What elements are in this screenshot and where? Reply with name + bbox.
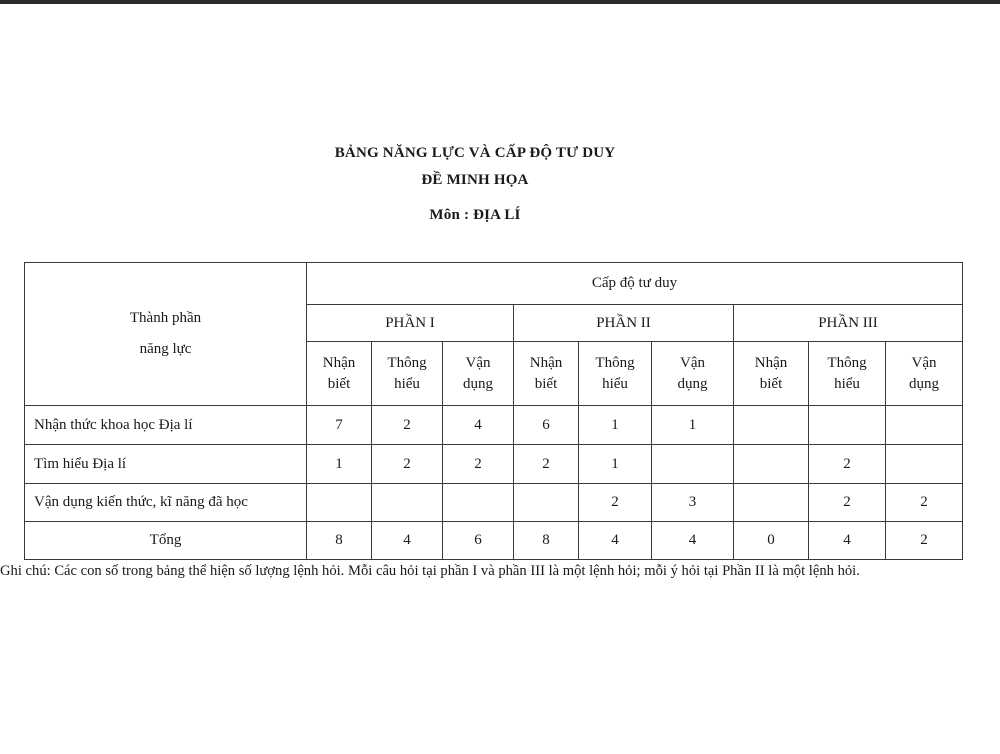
- table-cell: [372, 484, 443, 522]
- level-header: Vận dụng: [652, 342, 734, 406]
- total-cell: 8: [307, 522, 372, 560]
- level-header: Nhận biết: [514, 342, 579, 406]
- table-cell: 3: [652, 484, 734, 522]
- table-cell: [514, 484, 579, 522]
- table-cell: 2: [579, 484, 652, 522]
- document-title: BẢNG NĂNG LỰC VÀ CẤP ĐỘ TƯ DUY: [334, 145, 616, 161]
- subject-line: Môn : ĐỊA LÍ: [429, 207, 521, 223]
- table-cell: [734, 484, 809, 522]
- table-cell: [734, 445, 809, 484]
- table-cell: 1: [579, 406, 652, 445]
- level-header: Thông hiểu: [372, 342, 443, 406]
- group-header: Cấp độ tư duy: [307, 263, 963, 305]
- table-cell: [809, 406, 886, 445]
- footnote: Ghi chú: Các con số trong bảng thể hiện số lượng lệnh hỏi. Mỗi câu hỏi tại phần I và phần III là một lệnh hỏi; mỗi ý hỏi tại Phần II là một lệnh hỏi.: [0, 563, 860, 579]
- row-label: Vận dụng kiến thức, kĩ năng đã học: [25, 484, 307, 522]
- part-header-1: PHẦN I: [307, 305, 514, 342]
- table-cell: 2: [809, 484, 886, 522]
- total-cell: 0: [734, 522, 809, 560]
- level-header: Vận dụng: [443, 342, 514, 406]
- level-header: Nhận biết: [307, 342, 372, 406]
- table-row: [25, 406, 963, 445]
- total-cell: 6: [443, 522, 514, 560]
- row-label: Nhận thức khoa học Địa lí: [25, 406, 307, 445]
- part-header-2: PHẦN II: [514, 305, 734, 342]
- total-cell: 4: [652, 522, 734, 560]
- corner-header: [25, 263, 307, 406]
- table-row: [25, 484, 963, 522]
- total-label: Tổng: [25, 522, 307, 560]
- corner-header-line1: Thành phần: [129, 310, 202, 326]
- total-cell: 4: [579, 522, 652, 560]
- table-cell: [734, 406, 809, 445]
- table-cell: 2: [372, 406, 443, 445]
- level-header: Nhận biết: [734, 342, 809, 406]
- table-cell: [886, 406, 963, 445]
- row-label: Tìm hiểu Địa lí: [25, 445, 307, 484]
- table-cell: 1: [579, 445, 652, 484]
- table-row: [25, 445, 963, 484]
- table-cell: 2: [514, 445, 579, 484]
- table-cell: 6: [514, 406, 579, 445]
- table-cell: 7: [307, 406, 372, 445]
- total-cell: 8: [514, 522, 579, 560]
- total-row: [25, 522, 963, 560]
- top-border: [0, 0, 1000, 4]
- table-cell: 4: [443, 406, 514, 445]
- table-cell: 2: [372, 445, 443, 484]
- table-cell: 2: [809, 445, 886, 484]
- competency-table: [24, 262, 963, 560]
- document-subtitle: ĐỀ MINH HỌA: [421, 172, 529, 188]
- level-header: Vận dụng: [886, 342, 963, 406]
- part-header-3: PHẦN III: [734, 305, 963, 342]
- corner-header-line2: năng lực: [139, 341, 192, 357]
- table-cell: 2: [886, 484, 963, 522]
- total-cell: 2: [886, 522, 963, 560]
- total-cell: 4: [809, 522, 886, 560]
- table-cell: [307, 484, 372, 522]
- level-header: Thông hiểu: [579, 342, 652, 406]
- table-cell: 2: [443, 445, 514, 484]
- table-cell: [652, 445, 734, 484]
- table-cell: 1: [652, 406, 734, 445]
- total-cell: 4: [372, 522, 443, 560]
- level-header: Thông hiểu: [809, 342, 886, 406]
- table-cell: [886, 445, 963, 484]
- table-cell: [443, 484, 514, 522]
- table-cell: 1: [307, 445, 372, 484]
